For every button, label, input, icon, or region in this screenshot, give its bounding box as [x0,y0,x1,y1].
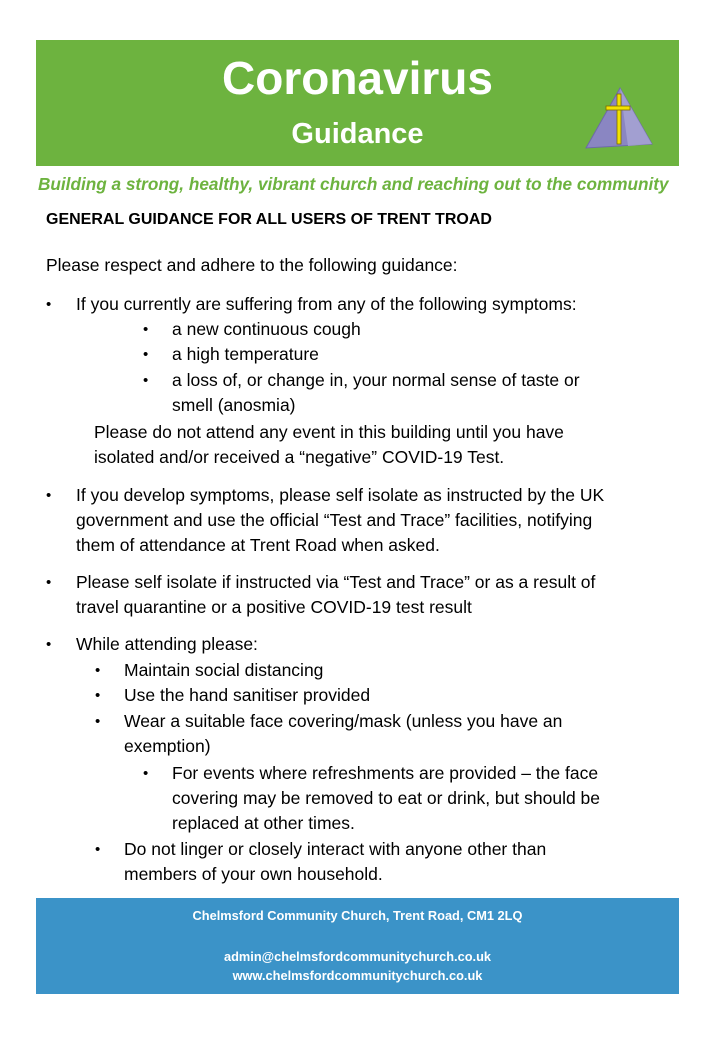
text-line: For events where refreshments are provided – the face [172,763,599,783]
text-line: If you develop symptoms, please self isolate as instructed by the UK [76,485,605,505]
text-line: Please do not attend any event in this building until you have [94,422,564,442]
footer-website-link[interactable]: www.chelmsfordcommunitychurch.co.uk [232,968,483,983]
bullet: • [143,321,149,338]
page-subtitle: Guidance [291,118,424,150]
bullet: • [143,372,149,389]
text-line: members of your own household. [124,864,383,884]
text-line: replaced at other times. [172,813,355,833]
church-logo-icon [584,86,654,150]
bullet: • [95,687,101,704]
footer-email-link[interactable]: admin@chelmsfordcommunitychurch.co.uk [223,949,492,964]
page-title: Coronavirus [222,52,493,104]
text-line: exemption) [124,736,211,756]
bullet: • [95,662,101,679]
text-line: covering may be removed to eat or drink, but should be [172,788,601,808]
tagline: Building a strong, healthy, vibrant church and reaching out to the community [38,174,669,194]
text-line: If you currently are suffering from any of the following symptoms: [76,294,577,314]
text-line: travel quarantine or a positive COVID-19 test result [76,597,472,617]
footer-banner [36,898,679,994]
bullet: • [46,296,52,313]
text-line: Maintain social distancing [124,660,324,680]
text-line: them of attendance at Trent Road when asked. [76,535,440,555]
bullet: • [143,765,149,782]
text-line: Do not linger or closely interact with anyone other than [124,839,547,859]
bullet: • [46,487,52,504]
bullet: • [46,636,52,653]
header-banner [36,40,679,166]
bullet: • [143,346,149,363]
text-line: government and use the official “Test and Trace” facilities, notifying [76,510,593,530]
text-line: Use the hand sanitiser provided [124,685,371,705]
text-line: a loss of, or change in, your normal sense of taste or [172,370,580,390]
text-line: While attending please: [76,634,258,654]
text-line: a high temperature [172,344,319,364]
text-line: Please self isolate if instructed via “Test and Trace” or as a result of [76,572,596,592]
intro-text: Please respect and adhere to the following guidance: [46,255,458,275]
bullet: • [95,713,101,730]
footer-address: Chelmsford Community Church, Trent Road, CM1 2LQ [192,908,523,923]
symptoms-note [94,420,564,470]
bullet: • [46,574,52,591]
text-line: Wear a suitable face covering/mask (unless you have an [124,711,563,731]
bullet: • [95,841,101,858]
text-line: a new continuous cough [172,319,361,339]
text-line: isolated and/or received a “negative” COVID-19 Test. [94,447,505,467]
text-line: smell (anosmia) [172,395,296,415]
section-heading: GENERAL GUIDANCE FOR ALL USERS OF TRENT TROAD [46,211,492,228]
